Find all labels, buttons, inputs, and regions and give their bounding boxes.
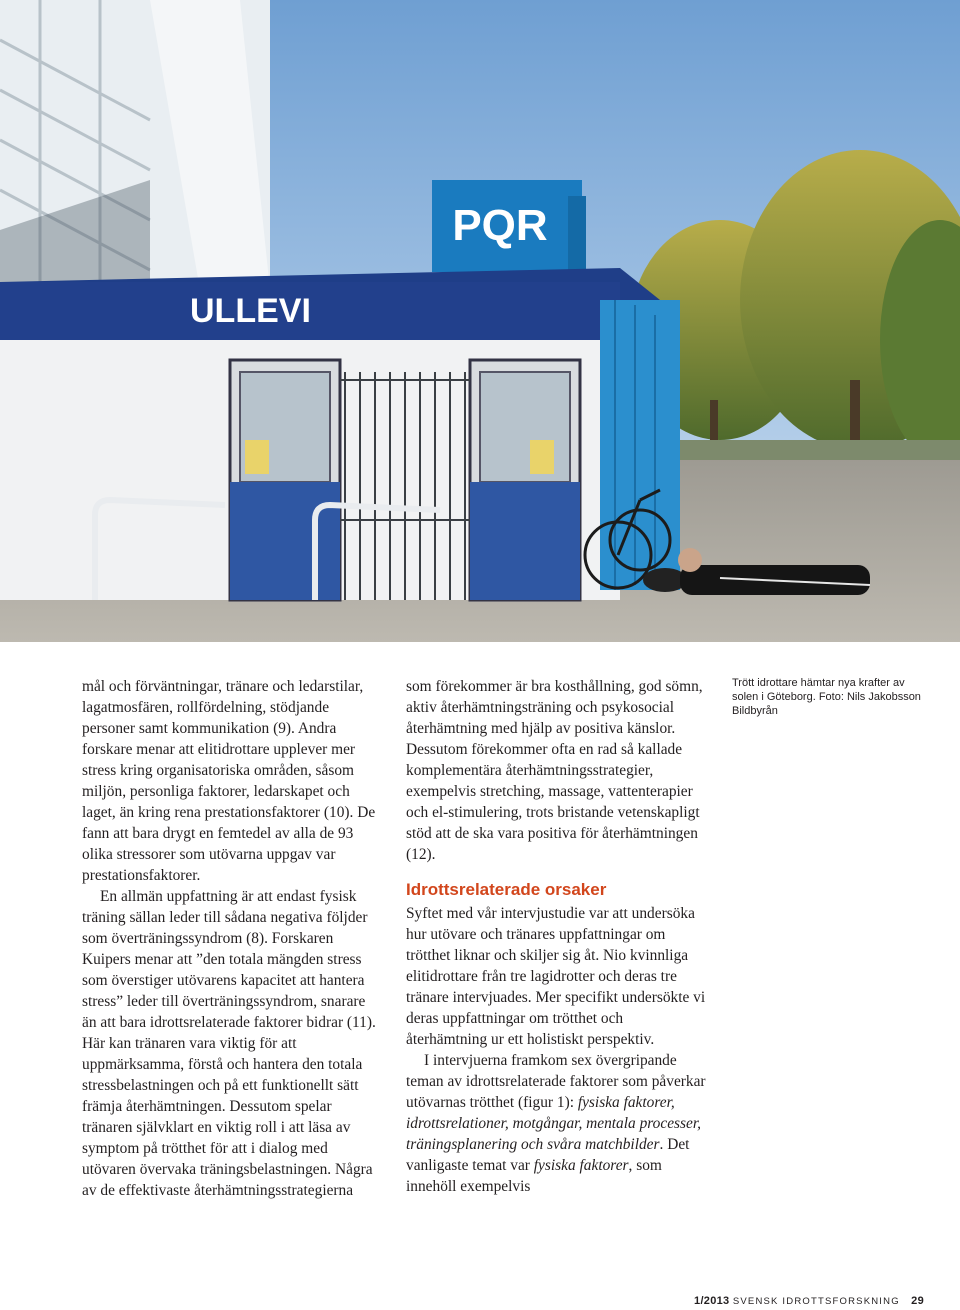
text-column-1 <box>82 676 382 1201</box>
italic-text: fysiska faktorer, idrottsrelationer, motgångar, mentala processer, träningsplanering och svåra matchbilder <box>406 1094 701 1153</box>
photo-caption: Trött idrottare hämtar nya krafter av solen i Göteborg. Foto: Nils Jakobsson Bildbyrån <box>732 677 921 717</box>
text-span: , som innehöll exempelvis <box>406 1157 662 1195</box>
text-span: . Det vanligaste temat var <box>406 1136 690 1174</box>
text-span: I intervjuerna framkom sex övergripande teman av idrottsrelaterade faktorer som påverkar utövarnas trötthet (figur 1): <box>406 1052 706 1111</box>
section-heading: Idrottsrelaterade orsaker <box>406 880 607 899</box>
paragraph: En allmän uppfattning är att endast fysisk träning sällan leder till sådana negativa följder som överträningssyndrom (8). Forskaren Kuipers menar att ”den totala mängden stress som överstiger utövarens kapacitet att hantera stress” leder till överträningssyndrom, snarare än att bara idrottsrelaterade faktorer bidrar (11). Här kan tränaren vara viktig för att uppmärksamma, förstå och hantera den totala stressbelastningen och på ett funktionellt sätt främja återhämtningen. Dessutom spelar tränaren självklart en viktig roll i att läsa av symptom på trötthet för att i dialog med utövaren övervaka träningsbelastningen. Några av de effektivaste återhämtningsstrategierna <box>82 888 376 1199</box>
issue-number: 1/2013 <box>694 1295 730 1307</box>
ullevi-sign-text: ULLEVI <box>190 292 311 330</box>
paragraph: Syftet med vår intervjustudie var att undersöka hur utövare och tränares uppfattningar om trötthet liknar och skiljer sig åt. Nio kvinnliga elitidrottare från tre lagidrotter och deras tre tränare intervjuades. Mer specifikt undersökte vi deras uppfattningar om trötthet och återhämtning ur ett holistiskt perspektiv. <box>406 905 706 1048</box>
italic-text: fysiska faktorer <box>533 1157 629 1174</box>
paragraph: som förekommer är bra kosthållning, god sömn, aktiv återhämtningsträning och psykosocial återhämtning med hjälp av positiva känslor. Dessutom förekommer ofta en rad så kallade komplementära återhämtningsstrategier, exempelvis stretching, massage, vattenterapier och el-stimulering, trots bristande vetenskapligt stöd att de ska vara positiva för återhämtningen (12). <box>406 678 703 863</box>
page-footer <box>690 1295 924 1307</box>
paragraph: mål och förväntningar, tränare och ledarstilar, lagatmosfären, rollfördelning, stödjande personer samt kommunikation (9). Andra forskare menar att elitidrottare upplever mer stress kring organisatoriska områden, såsom miljön, personliga faktorer, ledarskapet och laget, än kring rena prestationsfaktorer (10). De fann att bara drygt en femtedel av alla de 93 olika stressorer som utövarna uppgav var prestationsfaktorer. <box>82 678 376 884</box>
paragraph <box>406 1050 706 1197</box>
pqr-sign-text: PQR <box>452 201 548 250</box>
page-number: 29 <box>911 1295 924 1307</box>
magazine-name: SVENSK IDROTTSFORSKNING <box>732 1296 900 1307</box>
stadium-photo <box>0 0 960 642</box>
text-column-2 <box>406 676 706 1197</box>
